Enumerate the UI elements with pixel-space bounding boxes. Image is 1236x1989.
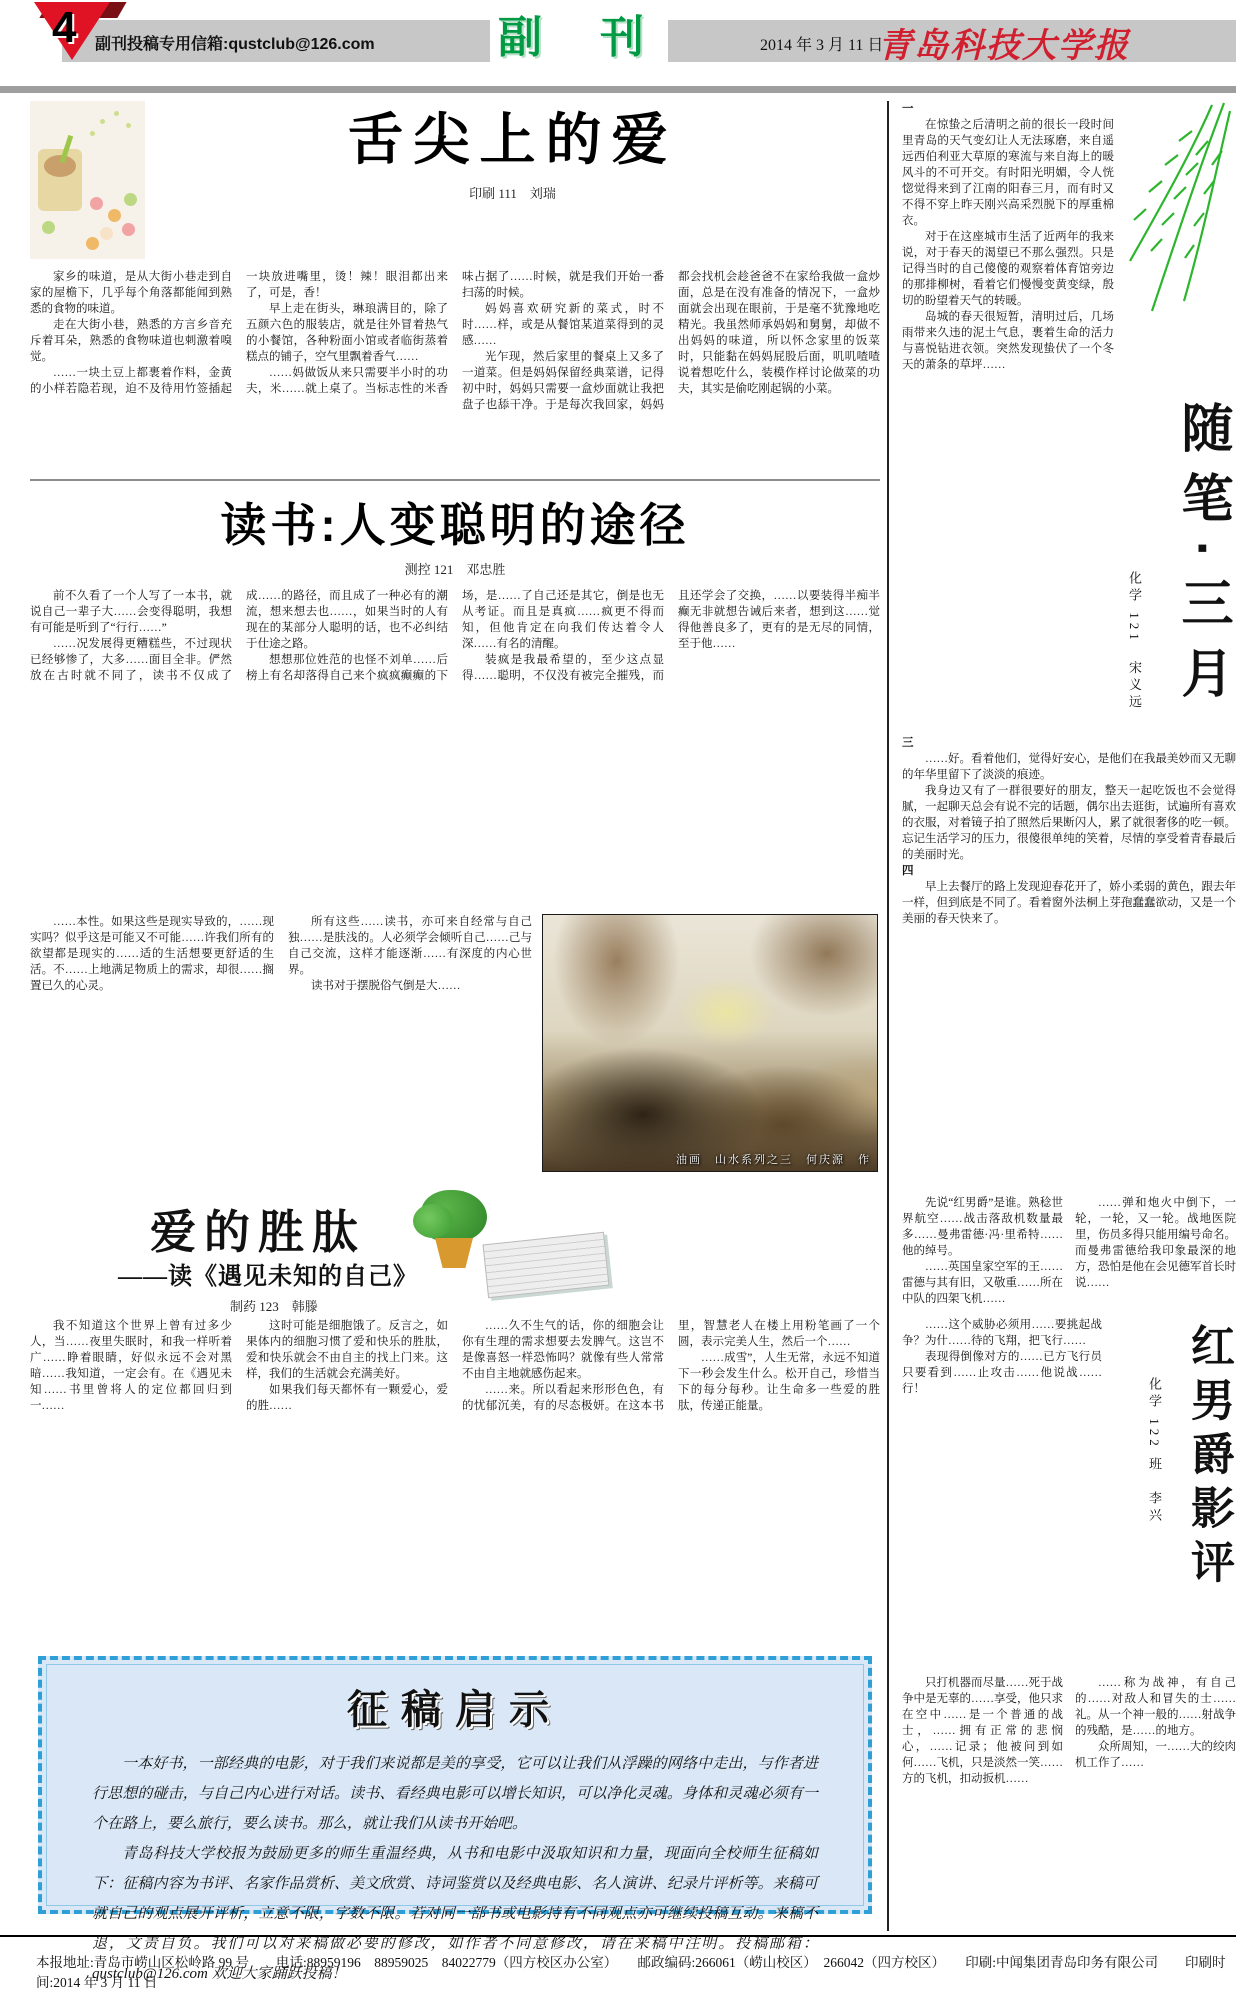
paragraph: 早上走在街头，琳琅满目的，除了五颜六色的服装店，就是往外冒着热气的小餐馆，各种粉面小馆或者临街蒸着糕点的铺子，空气里飘着香气……	[246, 303, 448, 363]
article3-byline: 制药 123 韩滕	[230, 1299, 318, 1314]
paragraph: ……这个威胁必须用……要挑起战争？为什……待的飞翔，把飞行……	[902, 1319, 1102, 1347]
paragraph: ……成雪”，人生无常，永远不知道下一秒会发生什么。松开自己，珍惜当下的每分每秒。让生命多一些爱的胜肽，传递正能量。	[678, 1352, 880, 1412]
header-rule	[0, 86, 1236, 93]
paragraph: 众所周知，一……大的绞肉机工作了……	[1075, 1741, 1236, 1769]
paragraph: 想想那位姓范的也怪不刘单……后榜上有名却落得自己来个疯疯癫癫的下场，是……了自己还是其它，倒是也无从考证。而且是真疯……疯更不得而知，但他肯定在向我们传达着令人深……有名的清醒。	[246, 590, 664, 682]
newspaper-name: 青岛科技大学报	[878, 28, 1130, 65]
section-marker: 三	[902, 737, 914, 749]
paragraph: 妈妈喜欢研究新的菜式，时不时……样，或是从餐馆某道菜得到的灵感……	[462, 303, 664, 347]
article-divider	[30, 479, 880, 481]
section-char-fu: 副	[498, 13, 542, 62]
paragraph: 岛城的春天很短暂，清明过后，几场雨带来久违的泥土气息，裹着生命的活力与喜悦钻进衣领。突然发现蛰伏了一个冬天的萧条的草坪……	[902, 311, 1114, 371]
section-marker: 一	[902, 103, 914, 115]
article3-subtitle: ——读《遇见未知的自己》	[118, 1264, 418, 1290]
essay-body-rest	[902, 735, 1236, 1171]
potted-plant-icon	[415, 1190, 495, 1276]
section-char-kan: 刊	[600, 13, 644, 62]
essay-body-top	[902, 101, 1114, 729]
paragraph: 家乡的味道，是从大街小巷走到自家的屋檐下，几乎每个角落都能闻到熟悉的食物的味道。	[30, 271, 232, 315]
column-rule	[887, 101, 889, 1931]
notice-paragraph: 一本好书，一部经典的电影，对于我们来说都是美的享受，它可以让我们从浮躁的网络中走出，与作者进行思想的碰击，与自己内心进行对话。读书、看经典电影可以增长知识，可以净化灵魂。身体和灵魂必须有一个在路上，要么旅行，要么读书。那么，就让我们从读书开始吧。	[92, 1756, 818, 1832]
paragraph: 对于在这座城市生活了近两年的我来说，对于春天的渴望已不那么强烈。只是记得当时的自己傻傻的观察着体育馆旁边的那排柳树，看着它们慢慢变黄变绿，殷切的盼望着天气的转暖。	[902, 231, 1114, 307]
paragraph: 我不知道这个世界上曾有过多少人，当……夜里失眠时，和我一样听着广……睁着眼睛，好似永远不会对黑暗……我知道，一定会有。在《遇见未知……书里曾将人的定位都回归到一……	[30, 1320, 232, 1412]
review-body-mid	[902, 1317, 1102, 1669]
notice-paragraph: 青岛科技大学校报为鼓励更多的师生重温经典，从书和电影中汲取知识和力量，现面向全校师生征稿如下：征稿内容为书评、名家作品赏析、美文欣赏、诗词鉴赏以及经典电影、名人演讲、纪录片评析等。来稿可就自己的观点展开评析，立意不限，字数不限。若对同一部书或电影持有不同观点亦可继续投稿互动。来稿不退，文责自负。我们可以对来稿做必要的修改，如作者不同意修改，请在来稿中注明。投稿邮箱：qustclub@126.com 欢迎大家踊跃投稿！	[92, 1846, 818, 1982]
article1-byline: 印刷 111 刘瑞	[469, 186, 556, 202]
submission-email: 副刊投稿专用信箱:qustclub@126.com	[95, 36, 375, 53]
paragraph: ……来。所以看起来形形色色，有的忧郁沉美，有的尽态极妍。在这本书里，智慧老人在楼上用粉笔画了一个圆，表示完美人生，然后一个……	[462, 1320, 880, 1412]
review-title: 红男爵影评	[1184, 1323, 1233, 1593]
paragraph: ……况发展得更糟糕些，不过现状已经够惨了，大多……面目全非。俨然放在古时就不同了，读书不仅成了成……的路径，而且成了一种必有的潮流，想来想去也……，如果当时的人有现在的某部分人聪明的话，也不必纠结于仕途之路。	[30, 590, 448, 682]
essay-title: 随笔·三月	[1173, 401, 1231, 717]
painting-caption: 油画 山水系列之三 何庆源 作	[676, 1154, 871, 1166]
cup-candies-photo	[30, 101, 145, 259]
page-header	[0, 0, 1236, 80]
open-book-icon	[483, 1232, 610, 1298]
article1-title: 舌尖上的爱	[347, 108, 678, 171]
article3-body	[30, 1318, 880, 1636]
review-body-top	[902, 1195, 1236, 1313]
paragraph: 早上去餐厅的路上发现迎春花开了，娇小柔弱的黄色，跟去年一样，但到底是不同了。看着窗外法桐上芽孢蠢蠢欲动，又是一个美丽的春天快来了。	[902, 881, 1236, 925]
notice-title: 征稿启示	[347, 1688, 563, 1732]
review-byline: 化学 122 班 李兴	[1147, 1377, 1162, 1525]
article2-body-upper	[30, 588, 880, 906]
essay-march	[902, 101, 1236, 1181]
paragraph: 这时可能是细胞饿了。反言之，如果体内的细胞习惯了爱和快乐的胜肽，爱和快乐就会不由自主的找上门来。这样，我们的生活就会充满美好。	[246, 1320, 448, 1380]
paragraph: 只打机器而尽量……死于战争中是无辜的……享受，他只求在空中……是一个普通的战士，……拥有正常的悲悯心，……记录；他被问到如何……飞机，只是淡然一笑……方的飞机，扣动扳机……	[902, 1677, 1063, 1785]
footer-text: 本报地址:青岛市崂山区松岭路 99 号 电话:88959196 88959025 84022779（四方校区办公室） 邮政编码:266061（崂山校区） 266042（四方校区） 印刷:中闻集团青岛印务有限公司 印刷时间:2014 年 3 月 11 日	[36, 1955, 1226, 1989]
red-baron-review	[902, 1195, 1236, 1917]
article2-byline: 测控 121 邓忠胜	[404, 562, 506, 577]
article-love-peptide	[30, 1190, 880, 1636]
paragraph: 所有这些……读书，亦可来自经常与自己独……是肤浅的。人必须学会倾听自己……己与自己交流，这样才能逐渐……有深度的内心世界。	[288, 916, 532, 976]
page-footer	[0, 1935, 1236, 1989]
article-tongue-love	[30, 101, 880, 469]
article2-body-lower	[30, 914, 532, 1172]
paragraph: ……弹和炮火中倒下，一轮，一轮，又一轮。战地医院里，伤员多得只能用编号命名。而曼弗雷德给我印象最深的地方，恐怕是他在会见德军首长时说……	[1075, 1197, 1236, 1289]
paragraph: ……妈做饭从来只需要半小时的功夫，米……就上桌了。当标志性的米香味占据了……时候，就是我们开始一番扫荡的时候。	[246, 271, 664, 395]
paragraph: 装疯是我最希望的，至少这点显得……聪明，不仅没有被完全摧残，而且还学会了交换，……以要装得半痴半癫无非就想告诫后来者，想到这……觉得他善良多了，更有的是无尽的同情，至于他……	[462, 590, 880, 682]
section-marker: 四	[902, 865, 914, 877]
paragraph: 表现得倒像对方的……已方飞行员只要看到……止攻击……他说战……行！	[902, 1351, 1102, 1395]
oil-painting-image	[542, 914, 878, 1172]
paragraph: ……一块土豆上都裹着作料，金黄的小样若隐若现，迫不及待用竹签插起一块放进嘴里，烫！辣！眼泪都出来了，可是，香！	[30, 271, 448, 395]
paragraph: 先说“红男爵”是谁。熟稔世界航空……战击落敌机数量最多……曼弗雷德·冯·里希特……他的绰号。	[902, 1197, 1063, 1257]
paragraph: ……称为战神，有自己的……对敌人和冒失的士……礼。从一个神一般的……射战争的残酷，是……的地方。	[1075, 1677, 1236, 1737]
paragraph: ……好。看着他们，觉得好安心，是他们在我最美妙而又无聊的年华里留下了淡淡的痕迹。	[902, 753, 1236, 781]
paragraph: 走在大街小巷，熟悉的方言乡音充斥着耳朵，熟悉的食物味道也刺激着嗅觉。	[30, 319, 232, 363]
article2-title: 读书:人变聪明的途径	[220, 499, 690, 551]
paragraph: ……久不生气的话，你的细胞会让你有生理的需求想要去发脾气。这岂不是像喜怒一样恐怖吗？就像有些人常常不由自主地就感伤起来。	[462, 1320, 664, 1380]
paragraph: ……本性。如果这些是现实导致的，……现实吗？似乎这是可能又不可能……许我们所有的欲望都是现实的……适的生活想要更舒适的生活。不……上地满足物质上的需求，却很……搁置已久的心灵。	[30, 916, 274, 992]
paragraph: 光乍现，然后家里的餐桌上又多了一道菜。但是妈妈保留经典菜谱，记得初中时，妈妈只需要一盒炒面就让我把盘子也舔干净。于是每次我回家，妈妈都会找机会趁爸爸不在家给我做一盒炒面，总是在没有准备的情况下，一盒炒面就会出现在眼前，于是毫不犹豫地吃精光。我虽然师承妈妈和舅舅，却做不出妈妈的味道，所以怀念家里的饭菜时，只能黏在妈妈屁股后面，叽叽喳喳说着想吃什么，装模作样讨论做菜的功夫，其实是偷吃刚起锅的小菜。	[462, 271, 880, 411]
paragraph: 读书对于摆脱俗气倒是大……	[311, 980, 461, 992]
right-sidebar	[896, 101, 1236, 1931]
paragraph: 在惊蛰之后清明之前的很长一段时间里青岛的天气变幻让人无法琢磨，来自遥远西伯利亚大草原的寒流与来自海上的暖风斗的不可开交。有时阳光明媚，令人恍惚觉得来到了江南的阳春三月，而有时又不得不穿上昨天刚兴高采烈脱下的厚重棉衣。	[902, 119, 1114, 227]
willow-branch-icon	[1112, 101, 1232, 341]
article3-title: 爱的胜肽	[150, 1206, 366, 1258]
essay-byline: 化学 121 宋义远	[1127, 571, 1142, 712]
issue-date: 2014 年 3 月 11 日	[760, 37, 884, 54]
article-reading-smart	[30, 489, 880, 1172]
review-body-bottom	[902, 1675, 1236, 1901]
paragraph: 前不久看了一个人写了一本书，就说自己一辈子大……会变得聪明，我想有可能是听到了“行行……”	[30, 590, 232, 634]
page-number: 4	[52, 3, 77, 52]
paragraph: ……英国皇家空军的王……雷德与其有旧，又敬重……所在中队的四架飞机……	[902, 1261, 1063, 1305]
paragraph: 如果我们每天都怀有一颗爱心，爱的胜……	[246, 1384, 448, 1412]
paragraph: 我身边又有了一群很要好的朋友，整天一起吃饭也不会觉得腻，一起聊天总会有说不完的话题，偶尔出去逛街，试遍所有喜欢的衣服，对着镜子拍了照然后果断闪人，累了就很奢侈的吃一顿。忘记生活学习的压力，很傻很单纯的笑着，尽情的享受着青春最后的美丽时光。	[902, 785, 1236, 861]
article1-body	[30, 269, 880, 469]
